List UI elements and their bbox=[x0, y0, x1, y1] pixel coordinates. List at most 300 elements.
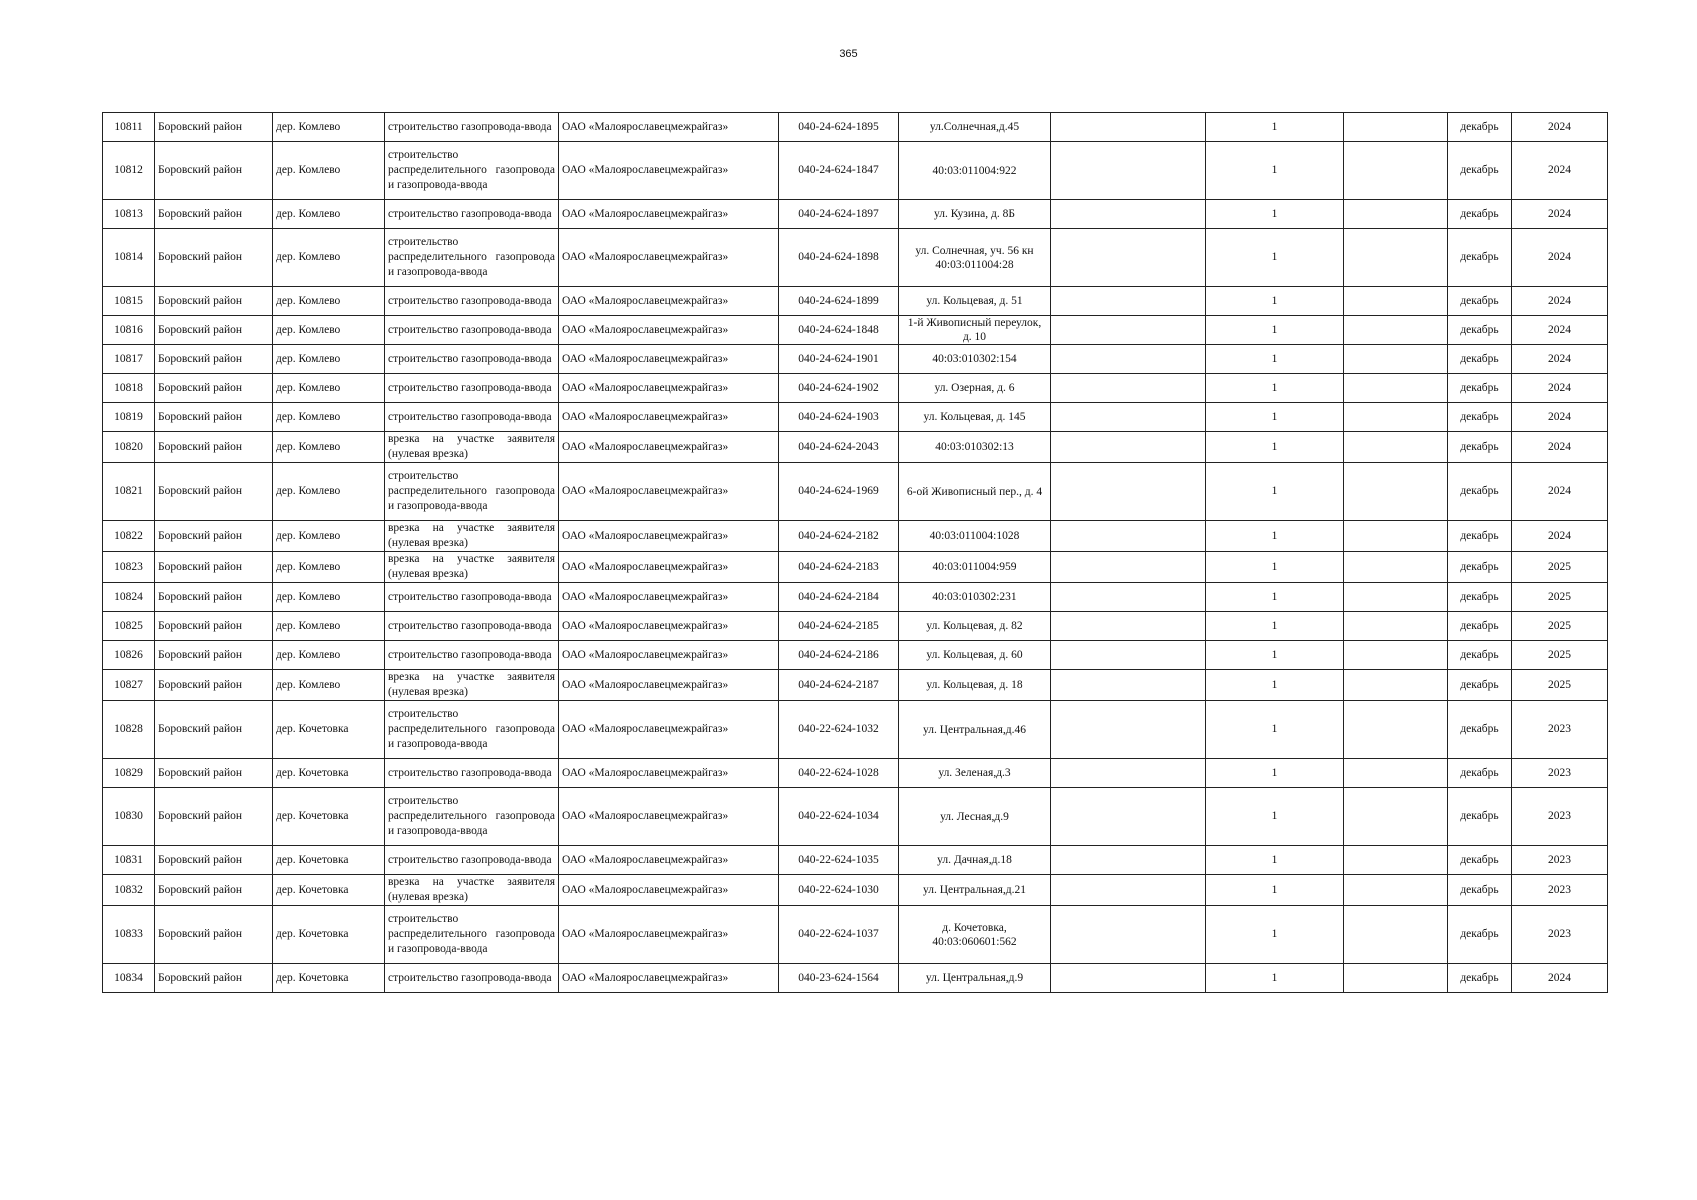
village-cell: дер. Комлево bbox=[273, 521, 385, 552]
quantity-cell: 1 bbox=[1206, 552, 1344, 583]
year-cell: 2025 bbox=[1512, 612, 1608, 641]
quantity-cell: 1 bbox=[1206, 906, 1344, 964]
organization-cell: ОАО «Малоярославецмежрайгаз» bbox=[559, 701, 779, 759]
application-code-cell: 040-24-624-2184 bbox=[779, 583, 899, 612]
organization-cell: ОАО «Малоярославецмежрайгаз» bbox=[559, 552, 779, 583]
table-row bbox=[103, 906, 1608, 964]
row-number-cell: 10815 bbox=[103, 287, 155, 316]
table-row bbox=[103, 316, 1608, 345]
district-cell: Боровский район bbox=[155, 374, 273, 403]
village-cell: дер. Кочетовка bbox=[273, 964, 385, 993]
district-cell: Боровский район bbox=[155, 403, 273, 432]
work-type-cell: строительство распределительного газопровода и газопровода-ввода bbox=[385, 229, 559, 287]
empty-cell bbox=[1344, 287, 1448, 316]
month-cell: декабрь bbox=[1448, 701, 1512, 759]
table-row bbox=[103, 641, 1608, 670]
application-code-cell: 040-22-624-1032 bbox=[779, 701, 899, 759]
work-type-cell: врезка на участке заявителя (нулевая врезка) bbox=[385, 432, 559, 463]
address-cell: ул. Кольцевая, д. 82 bbox=[899, 612, 1051, 641]
empty-cell bbox=[1051, 964, 1206, 993]
application-code-cell: 040-22-624-1034 bbox=[779, 788, 899, 846]
quantity-cell: 1 bbox=[1206, 583, 1344, 612]
empty-cell bbox=[1051, 403, 1206, 432]
quantity-cell: 1 bbox=[1206, 345, 1344, 374]
work-type-cell: врезка на участке заявителя (нулевая врезка) bbox=[385, 521, 559, 552]
year-cell: 2024 bbox=[1512, 200, 1608, 229]
village-cell: дер. Комлево bbox=[273, 229, 385, 287]
organization-cell: ОАО «Малоярославецмежрайгаз» bbox=[559, 287, 779, 316]
village-cell: дер. Комлево bbox=[273, 432, 385, 463]
village-cell: дер. Комлево bbox=[273, 463, 385, 521]
quantity-cell: 1 bbox=[1206, 432, 1344, 463]
row-number-cell: 10821 bbox=[103, 463, 155, 521]
quantity-cell: 1 bbox=[1206, 964, 1344, 993]
month-cell: декабрь bbox=[1448, 641, 1512, 670]
month-cell: декабрь bbox=[1448, 463, 1512, 521]
address-cell: 1-й Живописный переулок, д. 10 bbox=[899, 316, 1051, 345]
empty-cell bbox=[1344, 463, 1448, 521]
address-cell: 40:03:011004:922 bbox=[899, 142, 1051, 200]
empty-cell bbox=[1344, 875, 1448, 906]
empty-cell bbox=[1051, 316, 1206, 345]
work-type-cell: строительство газопровода-ввода bbox=[385, 846, 559, 875]
application-code-cell: 040-24-624-1898 bbox=[779, 229, 899, 287]
organization-cell: ОАО «Малоярославецмежрайгаз» bbox=[559, 403, 779, 432]
year-cell: 2023 bbox=[1512, 875, 1608, 906]
village-cell: дер. Комлево bbox=[273, 200, 385, 229]
work-type-cell: строительство газопровода-ввода bbox=[385, 200, 559, 229]
table-row bbox=[103, 287, 1608, 316]
organization-cell: ОАО «Малоярославецмежрайгаз» bbox=[559, 846, 779, 875]
address-cell: 40:03:010302:154 bbox=[899, 345, 1051, 374]
month-cell: декабрь bbox=[1448, 906, 1512, 964]
quantity-cell: 1 bbox=[1206, 670, 1344, 701]
empty-cell bbox=[1051, 229, 1206, 287]
year-cell: 2024 bbox=[1512, 403, 1608, 432]
application-code-cell: 040-22-624-1035 bbox=[779, 846, 899, 875]
district-cell: Боровский район bbox=[155, 463, 273, 521]
organization-cell: ОАО «Малоярославецмежрайгаз» bbox=[559, 432, 779, 463]
village-cell: дер. Комлево bbox=[273, 670, 385, 701]
table-row bbox=[103, 521, 1608, 552]
empty-cell bbox=[1344, 906, 1448, 964]
quantity-cell: 1 bbox=[1206, 521, 1344, 552]
row-number-cell: 10816 bbox=[103, 316, 155, 345]
district-cell: Боровский район bbox=[155, 788, 273, 846]
empty-cell bbox=[1051, 374, 1206, 403]
year-cell: 2023 bbox=[1512, 906, 1608, 964]
year-cell: 2023 bbox=[1512, 701, 1608, 759]
village-cell: дер. Комлево bbox=[273, 374, 385, 403]
row-number-cell: 10832 bbox=[103, 875, 155, 906]
empty-cell bbox=[1051, 200, 1206, 229]
application-code-cell: 040-24-624-1899 bbox=[779, 287, 899, 316]
work-type-cell: строительство газопровода-ввода bbox=[385, 759, 559, 788]
address-cell: ул. Кольцевая, д. 60 bbox=[899, 641, 1051, 670]
empty-cell bbox=[1344, 113, 1448, 142]
empty-cell bbox=[1051, 788, 1206, 846]
table-row bbox=[103, 759, 1608, 788]
year-cell: 2024 bbox=[1512, 463, 1608, 521]
work-type-cell: строительство распределительного газопровода и газопровода-ввода bbox=[385, 142, 559, 200]
month-cell: декабрь bbox=[1448, 432, 1512, 463]
address-cell: ул. Центральная,д.9 bbox=[899, 964, 1051, 993]
row-number-cell: 10822 bbox=[103, 521, 155, 552]
year-cell: 2024 bbox=[1512, 374, 1608, 403]
work-type-cell: строительство распределительного газопровода и газопровода-ввода bbox=[385, 463, 559, 521]
table-row bbox=[103, 583, 1608, 612]
application-code-cell: 040-24-624-1903 bbox=[779, 403, 899, 432]
row-number-cell: 10823 bbox=[103, 552, 155, 583]
month-cell: декабрь bbox=[1448, 200, 1512, 229]
quantity-cell: 1 bbox=[1206, 229, 1344, 287]
month-cell: декабрь bbox=[1448, 403, 1512, 432]
organization-cell: ОАО «Малоярославецмежрайгаз» bbox=[559, 345, 779, 374]
organization-cell: ОАО «Малоярославецмежрайгаз» bbox=[559, 200, 779, 229]
application-code-cell: 040-23-624-1564 bbox=[779, 964, 899, 993]
table-row bbox=[103, 875, 1608, 906]
table-row bbox=[103, 788, 1608, 846]
district-cell: Боровский район bbox=[155, 432, 273, 463]
village-cell: дер. Кочетовка bbox=[273, 701, 385, 759]
work-type-cell: строительство газопровода-ввода bbox=[385, 583, 559, 612]
organization-cell: ОАО «Малоярославецмежрайгаз» bbox=[559, 906, 779, 964]
application-code-cell: 040-24-624-2185 bbox=[779, 612, 899, 641]
year-cell: 2024 bbox=[1512, 521, 1608, 552]
table-row bbox=[103, 345, 1608, 374]
village-cell: дер. Комлево bbox=[273, 316, 385, 345]
row-number-cell: 10814 bbox=[103, 229, 155, 287]
empty-cell bbox=[1051, 641, 1206, 670]
empty-cell bbox=[1051, 583, 1206, 612]
month-cell: декабрь bbox=[1448, 788, 1512, 846]
empty-cell bbox=[1344, 552, 1448, 583]
address-cell: ул. Кольцевая, д. 18 bbox=[899, 670, 1051, 701]
month-cell: декабрь bbox=[1448, 670, 1512, 701]
work-type-cell: строительство распределительного газопровода и газопровода-ввода bbox=[385, 701, 559, 759]
work-type-cell: строительство распределительного газопровода и газопровода-ввода bbox=[385, 788, 559, 846]
address-cell: 40:03:011004:1028 bbox=[899, 521, 1051, 552]
empty-cell bbox=[1051, 432, 1206, 463]
year-cell: 2024 bbox=[1512, 345, 1608, 374]
year-cell: 2025 bbox=[1512, 552, 1608, 583]
organization-cell: ОАО «Малоярославецмежрайгаз» bbox=[559, 875, 779, 906]
application-code-cell: 040-24-624-2183 bbox=[779, 552, 899, 583]
quantity-cell: 1 bbox=[1206, 641, 1344, 670]
quantity-cell: 1 bbox=[1206, 113, 1344, 142]
application-code-cell: 040-24-624-2186 bbox=[779, 641, 899, 670]
village-cell: дер. Комлево bbox=[273, 403, 385, 432]
quantity-cell: 1 bbox=[1206, 788, 1344, 846]
table-row bbox=[103, 374, 1608, 403]
address-cell: ул. Кузина, д. 8Б bbox=[899, 200, 1051, 229]
quantity-cell: 1 bbox=[1206, 612, 1344, 641]
quantity-cell: 1 bbox=[1206, 463, 1344, 521]
year-cell: 2024 bbox=[1512, 432, 1608, 463]
row-number-cell: 10811 bbox=[103, 113, 155, 142]
page-number: 365 bbox=[839, 48, 858, 60]
address-cell: 40:03:010302:13 bbox=[899, 432, 1051, 463]
work-type-cell: строительство газопровода-ввода bbox=[385, 964, 559, 993]
empty-cell bbox=[1051, 142, 1206, 200]
organization-cell: ОАО «Малоярославецмежрайгаз» bbox=[559, 142, 779, 200]
year-cell: 2024 bbox=[1512, 113, 1608, 142]
table-row bbox=[103, 612, 1608, 641]
row-number-cell: 10819 bbox=[103, 403, 155, 432]
empty-cell bbox=[1051, 287, 1206, 316]
quantity-cell: 1 bbox=[1206, 759, 1344, 788]
empty-cell bbox=[1051, 875, 1206, 906]
month-cell: декабрь bbox=[1448, 142, 1512, 200]
district-cell: Боровский район bbox=[155, 142, 273, 200]
village-cell: дер. Комлево bbox=[273, 641, 385, 670]
month-cell: декабрь bbox=[1448, 964, 1512, 993]
work-type-cell: строительство газопровода-ввода bbox=[385, 345, 559, 374]
empty-cell bbox=[1051, 552, 1206, 583]
empty-cell bbox=[1344, 583, 1448, 612]
village-cell: дер. Комлево bbox=[273, 583, 385, 612]
empty-cell bbox=[1051, 906, 1206, 964]
organization-cell: ОАО «Малоярославецмежрайгаз» bbox=[559, 612, 779, 641]
table-row bbox=[103, 463, 1608, 521]
address-cell: ул. Озерная, д. 6 bbox=[899, 374, 1051, 403]
year-cell: 2023 bbox=[1512, 788, 1608, 846]
month-cell: декабрь bbox=[1448, 612, 1512, 641]
district-cell: Боровский район bbox=[155, 583, 273, 612]
empty-cell bbox=[1051, 759, 1206, 788]
district-cell: Боровский район bbox=[155, 846, 273, 875]
work-type-cell: строительство газопровода-ввода bbox=[385, 113, 559, 142]
table-row bbox=[103, 113, 1608, 142]
quantity-cell: 1 bbox=[1206, 316, 1344, 345]
year-cell: 2025 bbox=[1512, 583, 1608, 612]
district-cell: Боровский район bbox=[155, 964, 273, 993]
empty-cell bbox=[1344, 612, 1448, 641]
application-code-cell: 040-24-624-2182 bbox=[779, 521, 899, 552]
row-number-cell: 10817 bbox=[103, 345, 155, 374]
row-number-cell: 10813 bbox=[103, 200, 155, 229]
application-code-cell: 040-22-624-1037 bbox=[779, 906, 899, 964]
organization-cell: ОАО «Малоярославецмежрайгаз» bbox=[559, 641, 779, 670]
address-cell: ул. Центральная,д.46 bbox=[899, 701, 1051, 759]
empty-cell bbox=[1344, 788, 1448, 846]
quantity-cell: 1 bbox=[1206, 846, 1344, 875]
work-type-cell: строительство газопровода-ввода bbox=[385, 403, 559, 432]
address-cell: ул. Кольцевая, д. 51 bbox=[899, 287, 1051, 316]
address-cell: ул. Солнечная, уч. 56 кн 40:03:011004:28 bbox=[899, 229, 1051, 287]
row-number-cell: 10828 bbox=[103, 701, 155, 759]
empty-cell bbox=[1344, 964, 1448, 993]
application-code-cell: 040-24-624-1902 bbox=[779, 374, 899, 403]
table-row bbox=[103, 432, 1608, 463]
empty-cell bbox=[1051, 345, 1206, 374]
work-type-cell: врезка на участке заявителя (нулевая врезка) bbox=[385, 670, 559, 701]
work-type-cell: строительство газопровода-ввода bbox=[385, 316, 559, 345]
row-number-cell: 10834 bbox=[103, 964, 155, 993]
address-cell: ул. Дачная,д.18 bbox=[899, 846, 1051, 875]
village-cell: дер. Комлево bbox=[273, 142, 385, 200]
village-cell: дер. Комлево bbox=[273, 612, 385, 641]
month-cell: декабрь bbox=[1448, 875, 1512, 906]
table-body bbox=[103, 113, 1608, 993]
empty-cell bbox=[1344, 229, 1448, 287]
empty-cell bbox=[1344, 316, 1448, 345]
empty-cell bbox=[1344, 200, 1448, 229]
row-number-cell: 10820 bbox=[103, 432, 155, 463]
empty-cell bbox=[1344, 521, 1448, 552]
year-cell: 2025 bbox=[1512, 670, 1608, 701]
year-cell: 2023 bbox=[1512, 846, 1608, 875]
district-cell: Боровский район bbox=[155, 552, 273, 583]
district-cell: Боровский район bbox=[155, 345, 273, 374]
address-cell: ул. Кольцевая, д. 145 bbox=[899, 403, 1051, 432]
district-cell: Боровский район bbox=[155, 670, 273, 701]
application-code-cell: 040-24-624-1897 bbox=[779, 200, 899, 229]
organization-cell: ОАО «Малоярославецмежрайгаз» bbox=[559, 113, 779, 142]
district-cell: Боровский район bbox=[155, 316, 273, 345]
month-cell: декабрь bbox=[1448, 316, 1512, 345]
empty-cell bbox=[1344, 759, 1448, 788]
organization-cell: ОАО «Малоярославецмежрайгаз» bbox=[559, 583, 779, 612]
empty-cell bbox=[1051, 701, 1206, 759]
table-row bbox=[103, 142, 1608, 200]
work-type-cell: строительство газопровода-ввода bbox=[385, 612, 559, 641]
month-cell: декабрь bbox=[1448, 521, 1512, 552]
quantity-cell: 1 bbox=[1206, 374, 1344, 403]
empty-cell bbox=[1344, 701, 1448, 759]
empty-cell bbox=[1051, 113, 1206, 142]
application-code-cell: 040-24-624-1848 bbox=[779, 316, 899, 345]
address-cell: д. Кочетовка, 40:03:060601:562 bbox=[899, 906, 1051, 964]
district-cell: Боровский район bbox=[155, 287, 273, 316]
organization-cell: ОАО «Малоярославецмежрайгаз» bbox=[559, 964, 779, 993]
empty-cell bbox=[1344, 641, 1448, 670]
village-cell: дер. Кочетовка bbox=[273, 906, 385, 964]
district-cell: Боровский район bbox=[155, 759, 273, 788]
year-cell: 2024 bbox=[1512, 229, 1608, 287]
district-cell: Боровский район bbox=[155, 612, 273, 641]
work-type-cell: врезка на участке заявителя (нулевая врезка) bbox=[385, 875, 559, 906]
application-code-cell: 040-24-624-2187 bbox=[779, 670, 899, 701]
month-cell: декабрь bbox=[1448, 759, 1512, 788]
month-cell: декабрь bbox=[1448, 552, 1512, 583]
month-cell: декабрь bbox=[1448, 113, 1512, 142]
organization-cell: ОАО «Малоярославецмежрайгаз» bbox=[559, 316, 779, 345]
district-cell: Боровский район bbox=[155, 641, 273, 670]
application-code-cell: 040-24-624-1847 bbox=[779, 142, 899, 200]
address-cell: ул. Центральная,д.21 bbox=[899, 875, 1051, 906]
month-cell: декабрь bbox=[1448, 345, 1512, 374]
row-number-cell: 10831 bbox=[103, 846, 155, 875]
table-row bbox=[103, 846, 1608, 875]
work-type-cell: строительство газопровода-ввода bbox=[385, 374, 559, 403]
work-type-cell: строительство газопровода-ввода bbox=[385, 641, 559, 670]
row-number-cell: 10830 bbox=[103, 788, 155, 846]
address-cell: 40:03:011004:959 bbox=[899, 552, 1051, 583]
application-code-cell: 040-22-624-1030 bbox=[779, 875, 899, 906]
row-number-cell: 10824 bbox=[103, 583, 155, 612]
quantity-cell: 1 bbox=[1206, 287, 1344, 316]
application-code-cell: 040-24-624-1901 bbox=[779, 345, 899, 374]
quantity-cell: 1 bbox=[1206, 701, 1344, 759]
village-cell: дер. Кочетовка bbox=[273, 759, 385, 788]
district-cell: Боровский район bbox=[155, 113, 273, 142]
row-number-cell: 10825 bbox=[103, 612, 155, 641]
empty-cell bbox=[1051, 670, 1206, 701]
village-cell: дер. Комлево bbox=[273, 552, 385, 583]
district-cell: Боровский район bbox=[155, 875, 273, 906]
table-row bbox=[103, 403, 1608, 432]
address-cell: ул. Зеленая,д.3 bbox=[899, 759, 1051, 788]
gas-connection-registry-table bbox=[102, 112, 1608, 993]
empty-cell bbox=[1051, 612, 1206, 641]
row-number-cell: 10812 bbox=[103, 142, 155, 200]
district-cell: Боровский район bbox=[155, 701, 273, 759]
organization-cell: ОАО «Малоярославецмежрайгаз» bbox=[559, 463, 779, 521]
quantity-cell: 1 bbox=[1206, 403, 1344, 432]
work-type-cell: строительство распределительного газопровода и газопровода-ввода bbox=[385, 906, 559, 964]
village-cell: дер. Кочетовка bbox=[273, 846, 385, 875]
table-row bbox=[103, 200, 1608, 229]
quantity-cell: 1 bbox=[1206, 875, 1344, 906]
year-cell: 2024 bbox=[1512, 142, 1608, 200]
organization-cell: ОАО «Малоярославецмежрайгаз» bbox=[559, 788, 779, 846]
year-cell: 2024 bbox=[1512, 287, 1608, 316]
month-cell: декабрь bbox=[1448, 287, 1512, 316]
organization-cell: ОАО «Малоярославецмежрайгаз» bbox=[559, 759, 779, 788]
row-number-cell: 10826 bbox=[103, 641, 155, 670]
address-cell: ул.Солнечная,д.45 bbox=[899, 113, 1051, 142]
village-cell: дер. Кочетовка bbox=[273, 788, 385, 846]
month-cell: декабрь bbox=[1448, 374, 1512, 403]
application-code-cell: 040-24-624-1969 bbox=[779, 463, 899, 521]
row-number-cell: 10833 bbox=[103, 906, 155, 964]
organization-cell: ОАО «Малоярославецмежрайгаз» bbox=[559, 374, 779, 403]
table-row bbox=[103, 229, 1608, 287]
organization-cell: ОАО «Малоярославецмежрайгаз» bbox=[559, 229, 779, 287]
village-cell: дер. Комлево bbox=[273, 345, 385, 374]
application-code-cell: 040-22-624-1028 bbox=[779, 759, 899, 788]
empty-cell bbox=[1051, 521, 1206, 552]
empty-cell bbox=[1344, 670, 1448, 701]
year-cell: 2023 bbox=[1512, 759, 1608, 788]
organization-cell: ОАО «Малоярославецмежрайгаз» bbox=[559, 521, 779, 552]
month-cell: декабрь bbox=[1448, 846, 1512, 875]
village-cell: дер. Комлево bbox=[273, 287, 385, 316]
district-cell: Боровский район bbox=[155, 229, 273, 287]
year-cell: 2024 bbox=[1512, 316, 1608, 345]
village-cell: дер. Комлево bbox=[273, 113, 385, 142]
row-number-cell: 10827 bbox=[103, 670, 155, 701]
empty-cell bbox=[1051, 463, 1206, 521]
address-cell: 6-ой Живописный пер., д. 4 bbox=[899, 463, 1051, 521]
table-row bbox=[103, 552, 1608, 583]
row-number-cell: 10818 bbox=[103, 374, 155, 403]
village-cell: дер. Кочетовка bbox=[273, 875, 385, 906]
row-number-cell: 10829 bbox=[103, 759, 155, 788]
table-row bbox=[103, 701, 1608, 759]
empty-cell bbox=[1344, 374, 1448, 403]
empty-cell bbox=[1344, 142, 1448, 200]
application-code-cell: 040-24-624-1895 bbox=[779, 113, 899, 142]
district-cell: Боровский район bbox=[155, 521, 273, 552]
table-row bbox=[103, 670, 1608, 701]
month-cell: декабрь bbox=[1448, 229, 1512, 287]
work-type-cell: строительство газопровода-ввода bbox=[385, 287, 559, 316]
application-code-cell: 040-24-624-2043 bbox=[779, 432, 899, 463]
table-row bbox=[103, 964, 1608, 993]
organization-cell: ОАО «Малоярославецмежрайгаз» bbox=[559, 670, 779, 701]
